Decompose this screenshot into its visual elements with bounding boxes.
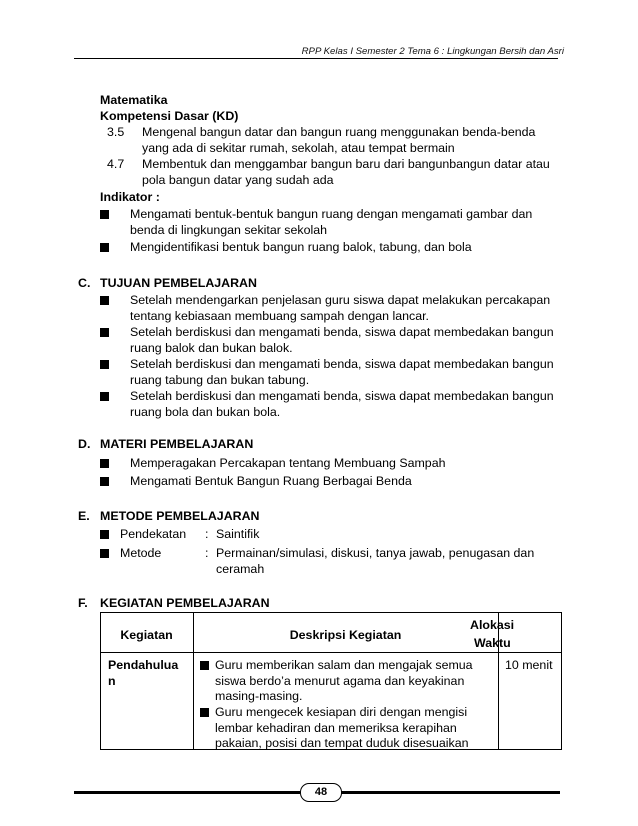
tujuan-line: ruang bola dan bukan bola. [130, 404, 281, 419]
cell-kegiatan [108, 658, 178, 689]
tujuan-line: Setelah berdiskusi dan mengamati benda, siswa dapat membedakan bangun [130, 325, 554, 339]
footer-line [340, 791, 560, 794]
square-bullet-icon [200, 708, 209, 717]
tujuan-line: ruang tabung dan bukan tabung. [130, 372, 310, 387]
square-bullet-icon [100, 210, 109, 219]
header-alokasi: Alokasi [470, 618, 515, 632]
page-number: 48 [300, 783, 342, 802]
header-kegiatan: Kegiatan [120, 628, 173, 642]
tujuan-line: tentang kebiasaan membuang sampah dengan lancar. [130, 308, 429, 323]
square-bullet-icon [100, 296, 109, 305]
indikator-line: benda di lingkungan sekitar sekolah [130, 222, 328, 237]
header-waktu: Waktu [474, 636, 511, 650]
subject-title: Matematika [100, 93, 168, 107]
indikator-line: Mengamati bentuk-bentuk bangun ruang dengan mengamati gambar dan [130, 207, 533, 221]
kd-line: yang ada di sekitar rumah, sekolah, atau tempat bermain [142, 140, 455, 155]
square-bullet-icon [100, 328, 109, 337]
table-border [561, 612, 562, 750]
kegiatan-table [100, 612, 562, 750]
deskripsi-line: siswa berdo’a menurut agama dan keyakinan [215, 673, 465, 688]
kd-number: 4.7 [107, 157, 125, 171]
section-title: METODE PEMBELAJARAN [100, 509, 260, 523]
metode-row [100, 527, 560, 543]
deskripsi-line: masing-masing. [215, 689, 303, 704]
tujuan-line: Setelah berdiskusi dan mengamati benda, siswa dapat membedakan bangun [130, 389, 554, 403]
metode-value: Saintifik [216, 527, 260, 541]
section-letter: D. [78, 437, 91, 451]
cell-alokasi: 10 menit [505, 658, 553, 672]
square-bullet-icon [100, 549, 109, 558]
metode-line: Permainan/simulasi, diskusi, tanya jawab, penugasan dan [216, 546, 535, 560]
metode-value [216, 546, 560, 577]
indikator-title: Indikator : [100, 190, 160, 204]
footer-line [74, 791, 300, 794]
metode-line: ceramah [216, 561, 265, 576]
section-title: MATERI PEMBELAJARAN [100, 437, 254, 451]
materi-line: Memperagakan Percakapan tentang Membuang Sampah [130, 456, 446, 470]
tujuan-line: Setelah berdiskusi dan mengamati benda, siswa dapat membedakan bangun [130, 357, 554, 371]
header-rule [74, 58, 558, 59]
section-letter: C. [78, 276, 91, 290]
section-title: TUJUAN PEMBELAJARAN [100, 276, 257, 290]
section-letter: F. [78, 596, 88, 610]
kegiatan-line: Pendahulua [108, 658, 179, 672]
metode-label: Metode [120, 546, 162, 560]
square-bullet-icon [100, 243, 109, 252]
square-bullet-icon [200, 661, 209, 670]
square-bullet-icon [100, 530, 109, 539]
materi-line: Mengamati Bentuk Bangun Ruang Berbagai Benda [130, 474, 412, 488]
running-header: RPP Kelas I Semester 2 Tema 6 : Lingkungan Bersih dan Asri [301, 46, 564, 57]
square-bullet-icon [100, 360, 109, 369]
kd-text [142, 157, 562, 188]
metode-label: Pendekatan [120, 527, 187, 541]
header-deskripsi: Deskripsi Kegiatan [289, 628, 402, 642]
kd-number: 3.5 [107, 125, 125, 139]
tujuan-line: Setelah mendengarkan penjelasan guru siswa dapat melakukan percakapan [130, 293, 551, 307]
kegiatan-line: n [108, 673, 116, 688]
metode-row [100, 546, 560, 578]
metode-colon: : [205, 527, 209, 541]
deskripsi-line: Guru mengecek kesiapan diri dengan mengisi [215, 705, 468, 719]
section-title: KEGIATAN PEMBELAJARAN [100, 596, 270, 610]
kd-line: Mengenal bangun datar dan bangun ruang menggunakan benda-benda [142, 125, 536, 139]
kd-text [142, 125, 562, 156]
table-border [100, 612, 562, 613]
section-letter: E. [78, 509, 90, 523]
kd-title: Kompetensi Dasar (KD) [100, 109, 239, 123]
square-bullet-icon [100, 459, 109, 468]
square-bullet-icon [100, 477, 109, 486]
kd-line: pola bangun datar yang sudah ada [142, 172, 334, 187]
square-bullet-icon [100, 392, 109, 401]
deskripsi-line: Guru memberikan salam dan mengajak semua [215, 658, 473, 672]
deskripsi-line: pakaian, posisi dan tempat duduk disesuaikan [215, 736, 469, 751]
indikator-line: Mengidentifikasi bentuk bangun ruang balok, tabung, dan bola [130, 240, 472, 254]
kd-line: Membentuk dan menggambar bangun baru dari bangunbangun datar atau [142, 157, 550, 171]
tujuan-line: ruang balok dan bukan balok. [130, 340, 293, 355]
table-border [100, 652, 562, 653]
deskripsi-line: lembar kehadiran dan memeriksa kerapihan [215, 720, 457, 735]
metode-colon: : [205, 546, 209, 560]
